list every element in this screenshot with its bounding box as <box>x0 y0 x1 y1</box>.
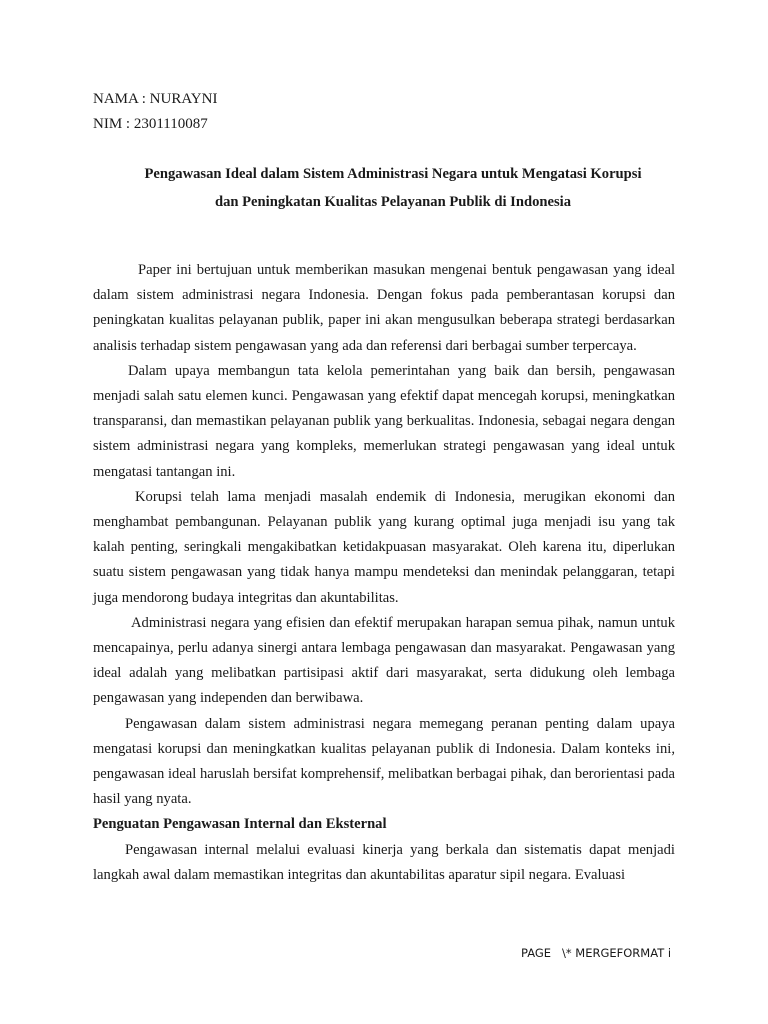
paragraph-6: Pengawasan internal melalui evaluasi kinerja yang berkala dan sistematis dapat menjadi langkah awal dalam memastikan integritas dan akuntabilitas aparatur sipil negara. Evaluasi <box>93 841 675 883</box>
title-line-2: dan Peningkatan Kualitas Pelayanan Publik di Indonesia <box>214 194 572 210</box>
paragraph-4: Administrasi negara yang efisien dan efektif merupakan harapan semua pihak, namun untuk mencapainya, perlu adanya sinergi antara lembaga pengawasan dan masyarakat. Pengawasan yang ideal adalah yang melibatkan partisipasi aktif dari masyarakat, serta didukung oleh lembaga pengawasan yang independen dan berwibawa. <box>93 614 675 707</box>
title-line-1: Pengawasan Ideal dalam Sistem Administrasi Negara untuk Mengatasi Korupsi <box>144 166 642 182</box>
author-name: NAMA : NURAYNI <box>93 91 218 107</box>
document-title <box>93 160 675 216</box>
page-footer-field: PAGE \* MERGEFORMAT i <box>521 946 672 960</box>
section-heading: Penguatan Pengawasan Internal dan Eksternal <box>93 816 387 833</box>
paragraph-2: Dalam upaya membangun tata kelola pemerintahan yang baik dan bersih, pengawasan menjadi salah satu elemen kunci. Pengawasan yang efektif dapat mencegah korupsi, meningkatkan transparansi, dan memastikan pelayanan publik yang berkualitas. Indonesia, sebagai negara dengan sistem administrasi negara yang kompleks, memerlukan strategi pengawasan yang ideal untuk mengatasi tantangan ini. <box>93 362 675 480</box>
document-body <box>93 258 675 888</box>
paragraph-1: Paper ini bertujuan untuk memberikan masukan mengenai bentuk pengawasan yang ideal dalam sistem administrasi negara Indonesia. Dengan fokus pada pemberantasan korupsi dan peningkatan kualitas pelayanan publik, paper ini akan mengusulkan beberapa strategi berdasarkan analisis terhadap sistem pengawasan yang ada dan referensi dari berbagai sumber terpercaya. <box>93 262 675 354</box>
paragraph-5: Pengawasan dalam sistem administrasi negara memegang peranan penting dalam upaya mengatasi korupsi dan meningkatkan kualitas pelayanan publik di Indonesia. Dalam konteks ini, pengawasan ideal haruslah bersifat komprehensif, melibatkan berbagai pihak, dan berorientasi pada hasil yang nyata. <box>93 715 675 808</box>
author-header <box>93 87 217 137</box>
student-id: NIM : 2301110087 <box>93 116 208 132</box>
paragraph-3: Korupsi telah lama menjadi masalah endemik di Indonesia, merugikan ekonomi dan menghambat pembangunan. Pelayanan publik yang kurang optimal juga menjadi isu yang tak kalah penting, seringkali mengakibatkan ketidakpuasan masyarakat. Oleh karena itu, diperlukan suatu sistem pengawasan yang tidak hanya mampu mendeteksi dan menindak pelanggaran, tetapi juga mendorong budaya integritas dan akuntabilitas. <box>93 488 675 606</box>
